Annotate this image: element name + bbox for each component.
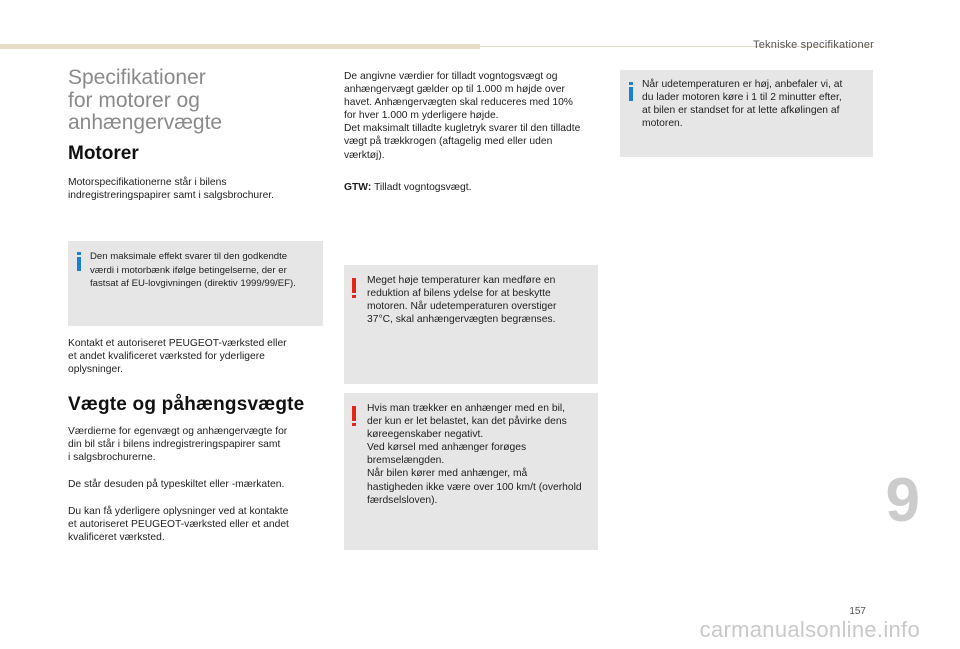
header-accent-bar [0,44,480,49]
info-box-text: Når udetemperaturen er høj, anbefaler vi, at du lader motoren køre i 1 til 2 minutter efter, at bilen er standset for at lette afkølingen af motoren. [642,79,843,130]
watermark: carmanualsonline.info [699,617,920,642]
weights-text-1: Værdierne for egenvægt og anhængervægte for din bil står i bilens indregistreringspapirer samt i salgsbrochurerne. [68,426,288,464]
info-icon [77,252,81,271]
altitude-text: De angivne værdier for tilladt vogntogsvægt og anhængervægt gælder op til 1.000 m højde over havet. Anhængervægten skal reduceres med 10% for hver 1.000 m yderligere højde. Det maksimalt tilladte kugletryk svarer til den tilladte vægt på trækkrogen (aftagelig med eller uden værktøj). [344,71,581,161]
contact-text: Kontakt et autoriseret PEUGEOT-værksted eller et andet kvalificeret værksted for yderligere oplysninger. [68,338,287,376]
running-title: Tekniske specifikationer [753,39,874,51]
warning-box-temperature [344,265,598,384]
weights-text-2: De står desuden på typeskiltet eller -mærkaten. [68,479,285,490]
page-number: 157 [849,606,866,617]
warning-icon [352,406,356,426]
warning-box-trailer [344,393,598,550]
info-box-text: Den maksimale effekt svarer til den godkendte værdi i motorbænk ifølge betingelserne, der er fastsat af EU-lovgivningen (direktiv 1999/99/EF). [90,251,296,289]
info-icon [629,82,633,101]
motorer-text: Motorspecifikationerne står i bilens indregistreringspapirer samt i salgsbrochurer. [68,177,275,202]
warning-box-text: Meget høje temperaturer kan medføre en reduktion af bilens ydelse for at beskytte motoren. Når udetemperaturen overstiger 37°C, skal anhængervægten begrænses. [367,275,557,326]
gtw-definition [344,181,606,194]
warning-box-text: Hvis man trækker en anhænger med en bil, der kun er let belastet, kan det påvirke dens køreegenskaber negativt. Ved kørsel med anhænger forøges bremselængden. Når bilen kører med anhænger, må hastigheden ikke være over 100 km/t (overhold færdselsloven). [367,403,582,506]
page-title: Specifikationer for motorer og anhængervægte [68,66,223,134]
info-box-max-power [68,241,323,326]
gtw-label: GTW: [344,182,372,193]
info-box-cooling [620,70,873,157]
gtw-text: Tilladt vogntogsvægt. [371,182,472,193]
weights-text-3: Du kan få yderligere oplysninger ved at kontakte et autoriseret PEUGEOT-værksted eller et andet kvalificeret værksted. [68,506,289,544]
motorer-heading: Motorer [68,143,139,164]
chapter-number: 9 [885,466,920,535]
warning-icon [352,278,356,298]
weights-heading: Vægte og påhængsvægte [68,394,305,415]
